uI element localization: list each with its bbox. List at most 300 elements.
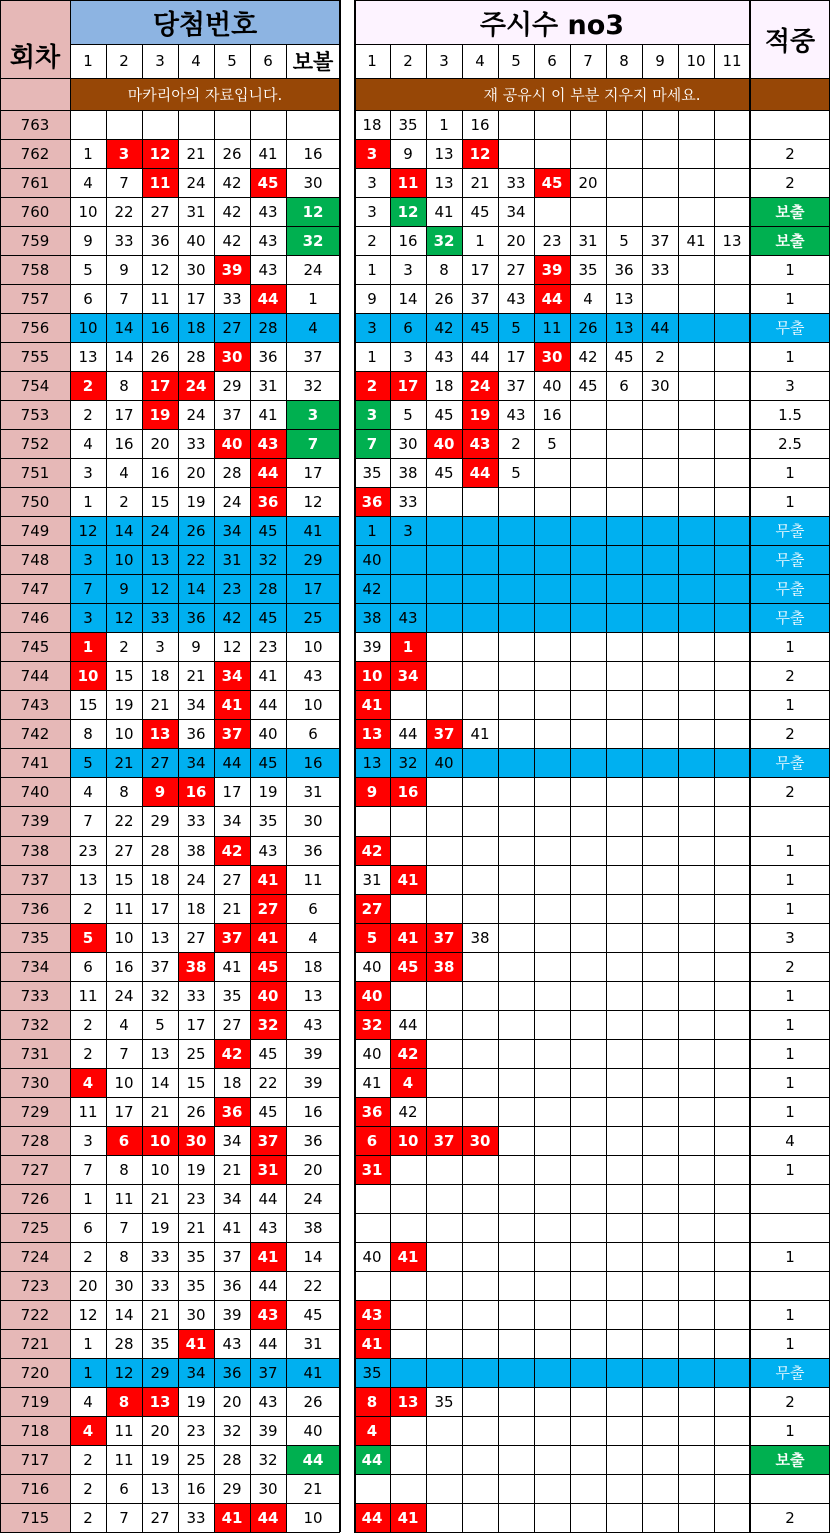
bonus-number-cell: 4	[286, 313, 340, 342]
main-number-cell	[606, 1329, 642, 1358]
round-cell: 723	[0, 1271, 70, 1300]
bonus-number-cell: 21	[303, 1479, 323, 1498]
main-number-cell: 32	[390, 748, 426, 777]
grid-line	[0, 1416, 340, 1417]
main-number-cell: 38	[426, 952, 462, 981]
main-number-cell	[426, 865, 462, 894]
winning-number-cell: 4	[83, 434, 93, 453]
main-number-cell	[678, 1097, 714, 1126]
winning-number-cell: 14	[114, 347, 134, 366]
main-number-cell: 5	[619, 231, 629, 250]
hit-count-cell: 2	[785, 173, 795, 192]
main-number-cell	[570, 719, 606, 748]
main-number-cell	[570, 1474, 606, 1503]
round-cell: 737	[0, 865, 70, 894]
main-number-cell: 11	[534, 313, 570, 342]
main-number-cell	[498, 865, 534, 894]
main-number-cell	[678, 516, 714, 545]
main-number-cell	[354, 1213, 390, 1242]
hit-count-cell: 1	[785, 1247, 795, 1266]
winning-number-cell: 25	[186, 1044, 206, 1063]
winning-number-cell: 20	[150, 1421, 170, 1440]
main-number-cell: 2	[367, 231, 377, 250]
main-number-cell	[462, 1242, 498, 1271]
winning-number-cell: 44	[258, 1334, 278, 1353]
main-number-cell	[678, 806, 714, 836]
winning-number-cell: 4	[119, 1015, 129, 1034]
main-number-cell	[390, 545, 426, 574]
main-number-cell: 35	[434, 1392, 454, 1411]
main-number-cell: 19	[462, 400, 498, 429]
bonus-number-cell	[286, 110, 340, 139]
main-number-cell	[570, 1271, 606, 1300]
grid-line	[0, 1155, 340, 1156]
main-number-cell: 33	[506, 173, 526, 192]
main-number-cell: 40	[362, 1044, 382, 1063]
bonus-number-cell: 6	[308, 899, 318, 918]
winning-number-cell: 44	[250, 1503, 286, 1532]
grid-line	[354, 139, 830, 140]
winning-number-cell: 3	[155, 637, 165, 656]
winning-number-cell: 43	[258, 260, 278, 279]
main-number-cell	[534, 1213, 570, 1242]
hit-count-cell: 2	[785, 1392, 795, 1411]
bonus-number-cell: 41	[286, 516, 340, 545]
grid-line	[0, 197, 340, 198]
main-number-cell: 40	[362, 957, 382, 976]
main-number-cell	[462, 836, 498, 865]
main-number-cell	[606, 1010, 642, 1039]
bonus-number-cell: 43	[303, 1015, 323, 1034]
main-number-cell	[678, 1416, 714, 1445]
grid-line	[0, 255, 340, 256]
round-cell: 717	[0, 1445, 70, 1474]
winning-number-cell: 22	[114, 202, 134, 221]
grid-line	[354, 1242, 830, 1243]
winning-number-cell: 20	[78, 1276, 98, 1295]
main-number-cell	[714, 516, 750, 545]
main-number-cell	[678, 894, 714, 923]
hit-count-cell: 1	[785, 1073, 795, 1092]
main-number-cell: 39	[362, 637, 382, 656]
main-number-cell	[678, 429, 714, 458]
main-number-cell	[390, 1155, 426, 1184]
main-number-cell: 30	[398, 434, 418, 453]
grid-line	[354, 110, 830, 111]
winning-number-cell: 36	[186, 724, 206, 743]
winning-number-cell: 19	[150, 1450, 170, 1469]
winning-number-cell: 11	[114, 1189, 134, 1208]
winning-number-cell	[106, 110, 142, 139]
hit-count-cell: 1	[785, 637, 795, 656]
round-cell: 718	[0, 1416, 70, 1445]
main-number-cell	[642, 777, 678, 806]
main-number-cell	[426, 1300, 462, 1329]
main-col-header: 3	[439, 52, 449, 70]
main-number-cell	[426, 1416, 462, 1445]
grid-line	[354, 574, 830, 575]
winning-number-cell: 8	[119, 376, 129, 395]
winning-number-cell: 9	[191, 637, 201, 656]
winning-number-cell: 44	[214, 748, 250, 777]
main-number-cell	[642, 1387, 678, 1416]
winning-number-cell: 16	[150, 463, 170, 482]
winning-number-cell: 10	[142, 1126, 178, 1155]
main-number-cell	[606, 748, 642, 777]
winning-number-cell: 31	[186, 202, 206, 221]
main-number-cell: 40	[362, 1247, 382, 1266]
main-number-cell: 44	[462, 458, 498, 487]
main-number-cell: 42	[390, 1039, 426, 1068]
main-number-cell	[570, 1329, 606, 1358]
main-number-cell: 13	[354, 719, 390, 748]
bonus-number-cell: 43	[303, 666, 323, 685]
grid-line	[354, 313, 830, 314]
main-number-cell	[570, 806, 606, 836]
hit-count-cell: 1	[785, 695, 795, 714]
main-number-cell	[426, 777, 462, 806]
main-number-cell	[390, 1474, 426, 1503]
winning-number-cell: 42	[214, 836, 250, 865]
main-number-cell: 3	[390, 516, 426, 545]
main-number-cell	[390, 806, 426, 836]
main-number-cell	[678, 632, 714, 661]
grid-line	[606, 110, 607, 1532]
main-number-cell	[426, 1329, 462, 1358]
main-number-cell	[714, 1184, 750, 1213]
bonus-number-cell: 26	[303, 1392, 323, 1411]
main-number-cell: 14	[398, 289, 418, 308]
main-number-cell	[714, 313, 750, 342]
main-number-cell: 13	[354, 748, 390, 777]
main-number-cell	[642, 865, 678, 894]
winning-number-cell: 3	[83, 1131, 93, 1150]
main-number-cell	[570, 1387, 606, 1416]
grid-line	[354, 0, 830, 1]
main-number-cell: 30	[650, 376, 670, 395]
main-number-cell: 18	[362, 115, 382, 134]
main-number-cell: 16	[398, 231, 418, 250]
main-number-cell: 33	[398, 492, 418, 511]
main-number-cell	[462, 1068, 498, 1097]
bonus-number-cell: 30	[303, 173, 323, 192]
winning-number-cell: 32	[250, 1010, 286, 1039]
main-number-cell: 43	[354, 1300, 390, 1329]
hit-count-cell: 2	[785, 144, 795, 163]
main-number-cell	[426, 1213, 462, 1242]
round-cell: 731	[0, 1039, 70, 1068]
grid-line	[214, 44, 215, 78]
grid-line	[354, 545, 830, 546]
main-col-header: 5	[511, 52, 521, 70]
grid-line	[0, 1213, 340, 1214]
winning-number-cell: 32	[150, 986, 170, 1005]
main-number-cell	[642, 487, 678, 516]
grid-line	[354, 719, 830, 720]
main-number-cell: 12	[390, 197, 426, 226]
round-cell: 757	[0, 284, 70, 313]
main-number-cell	[714, 865, 750, 894]
grid-line	[354, 1068, 830, 1069]
main-number-cell	[642, 719, 678, 748]
main-number-cell	[714, 806, 750, 836]
main-number-cell	[714, 1329, 750, 1358]
winning-number-cell: 21	[150, 695, 170, 714]
round-cell: 738	[0, 836, 70, 865]
main-number-cell	[570, 545, 606, 574]
main-number-cell	[426, 690, 462, 719]
main-number-cell	[714, 1445, 750, 1474]
main-number-cell	[570, 1242, 606, 1271]
winning-number-cell: 21	[106, 748, 142, 777]
winning-number-cell: 39	[214, 255, 250, 284]
main-number-cell	[390, 836, 426, 865]
winning-number-cell: 43	[258, 841, 278, 860]
bonus-number-cell: 4	[308, 928, 318, 947]
winning-number-cell: 6	[106, 1126, 142, 1155]
main-number-cell	[462, 690, 498, 719]
winning-number-cell: 28	[150, 841, 170, 860]
main-number-cell	[642, 139, 678, 168]
main-number-cell: 13	[434, 173, 454, 192]
winning-number-cell: 28	[222, 463, 242, 482]
bonus-col-header: 보볼	[292, 50, 334, 74]
winning-number-cell: 7	[119, 1218, 129, 1237]
winning-number-cell: 6	[83, 957, 93, 976]
main-number-cell	[498, 1010, 534, 1039]
winning-number-cell: 1	[70, 632, 106, 661]
main-number-cell: 41	[390, 1242, 426, 1271]
main-number-cell	[390, 1329, 426, 1358]
winning-number-cell: 12	[70, 516, 106, 545]
round-cell: 730	[0, 1068, 70, 1097]
winning-number-cell: 2	[119, 637, 129, 656]
main-number-cell	[606, 1039, 642, 1068]
main-number-cell	[714, 255, 750, 284]
grid-line	[749, 0, 751, 1532]
main-number-cell: 13	[606, 313, 642, 342]
round-cell: 734	[0, 952, 70, 981]
main-number-cell: 38	[398, 463, 418, 482]
main-number-cell	[570, 1010, 606, 1039]
main-number-cell: 9	[403, 144, 413, 163]
winning-number-cell: 33	[186, 1508, 206, 1527]
main-number-cell	[534, 545, 570, 574]
hit-count-cell: 1	[785, 1334, 795, 1353]
main-number-cell	[462, 516, 498, 545]
grid-line	[354, 1271, 830, 1272]
main-number-cell	[606, 574, 642, 603]
main-number-cell	[570, 952, 606, 981]
main-number-cell	[606, 400, 642, 429]
main-number-cell: 45	[434, 463, 454, 482]
main-number-cell: 3	[354, 139, 390, 168]
main-number-cell: 21	[470, 173, 490, 192]
grid-line	[354, 1155, 830, 1156]
grid-line	[354, 1445, 830, 1446]
main-number-cell	[606, 1126, 642, 1155]
bonus-number-cell: 24	[303, 1189, 323, 1208]
winning-number-cell: 41	[222, 957, 242, 976]
main-number-cell: 26	[570, 313, 606, 342]
main-number-cell	[534, 139, 570, 168]
winning-number-cell: 11	[114, 1450, 134, 1469]
grid-line	[426, 110, 427, 1532]
main-col-header: 11	[722, 52, 742, 70]
main-number-cell	[606, 777, 642, 806]
main-number-cell	[714, 1503, 750, 1532]
main-number-cell: 35	[362, 463, 382, 482]
main-number-cell	[678, 690, 714, 719]
winning-number-cell: 27	[250, 894, 286, 923]
round-cell: 755	[0, 342, 70, 371]
main-number-cell	[714, 371, 750, 400]
main-number-cell	[642, 1242, 678, 1271]
main-number-cell	[642, 952, 678, 981]
main-number-cell	[534, 1039, 570, 1068]
main-number-cell	[462, 865, 498, 894]
winning-number-cell: 44	[258, 1276, 278, 1295]
grid-line	[0, 545, 340, 546]
winning-number-cell: 33	[150, 1276, 170, 1295]
hit-count-cell: 1	[785, 899, 795, 918]
grid-line	[0, 0, 340, 1]
round-cell: 736	[0, 894, 70, 923]
hit-count-cell: 2	[785, 957, 795, 976]
winning-number-cell: 13	[150, 1044, 170, 1063]
grid-line	[390, 44, 391, 78]
winning-number-cell: 28	[250, 313, 286, 342]
winning-number-cell: 3	[83, 463, 93, 482]
winning-number-cell: 13	[142, 545, 178, 574]
winning-number-cell: 17	[186, 289, 206, 308]
winning-number-cell: 21	[222, 899, 242, 918]
winning-number-cell: 11	[150, 289, 170, 308]
main-number-cell: 32	[426, 226, 462, 255]
winning-number-cell: 35	[186, 1276, 206, 1295]
main-number-cell	[462, 1213, 498, 1242]
main-number-cell	[534, 981, 570, 1010]
winning-number-cell: 12	[150, 260, 170, 279]
winning-number-cell: 27	[222, 870, 242, 889]
main-number-cell	[462, 1416, 498, 1445]
winning-number-cell: 33	[186, 812, 206, 830]
main-number-cell	[570, 516, 606, 545]
round-cell: 745	[0, 632, 70, 661]
winning-number-cell	[142, 110, 178, 139]
round-cell: 742	[0, 719, 70, 748]
main-number-cell: 5	[547, 434, 557, 453]
grid-line	[354, 1039, 830, 1040]
round-cell: 746	[0, 603, 70, 632]
grid-line	[570, 110, 571, 1532]
main-number-cell	[642, 632, 678, 661]
main-number-cell	[426, 981, 462, 1010]
main-number-cell	[642, 1097, 678, 1126]
winning-number-cell: 27	[214, 313, 250, 342]
grid-line	[0, 78, 340, 79]
bonus-number-cell: 25	[286, 603, 340, 632]
main-number-cell	[714, 661, 750, 690]
grid-line	[354, 458, 830, 459]
main-number-cell	[426, 1155, 462, 1184]
grid-line	[0, 226, 340, 227]
winning-number-cell: 37	[150, 957, 170, 976]
winning-number-cell: 21	[222, 1160, 242, 1179]
winning-number-cell: 42	[214, 1039, 250, 1068]
main-number-cell	[678, 1010, 714, 1039]
main-number-cell	[534, 777, 570, 806]
main-number-cell	[714, 458, 750, 487]
grid-line	[142, 44, 143, 78]
grid-line	[498, 44, 499, 78]
main-number-cell	[426, 1039, 462, 1068]
winning-number-cell: 40	[258, 724, 278, 743]
winning-number-cell: 45	[250, 603, 286, 632]
winning-number-cell: 4	[83, 173, 93, 192]
main-number-cell	[570, 1503, 606, 1532]
winning-number-cell: 10	[70, 661, 106, 690]
main-number-cell	[426, 1068, 462, 1097]
winning-number-cell: 2	[119, 492, 129, 511]
main-number-cell: 9	[354, 777, 390, 806]
winning-number-cell: 33	[186, 434, 206, 453]
main-number-cell: 37	[506, 376, 526, 395]
main-number-cell	[714, 952, 750, 981]
main-number-cell	[678, 139, 714, 168]
main-number-cell: 36	[614, 260, 634, 279]
main-number-cell	[678, 1271, 714, 1300]
winning-number-cell: 15	[150, 492, 170, 511]
main-number-cell	[426, 661, 462, 690]
winning-number-cell: 30	[186, 1305, 206, 1324]
winning-number-cell: 36	[178, 603, 214, 632]
winning-number-cell: 15	[114, 870, 134, 889]
winning-number-cell: 41	[250, 1242, 286, 1271]
main-number-cell: 40	[354, 545, 390, 574]
main-number-cell	[606, 1242, 642, 1271]
winning-number-cell: 19	[186, 1392, 206, 1411]
grid-line	[426, 44, 427, 78]
winning-number-cell: 31	[258, 376, 278, 395]
grid-line	[354, 777, 830, 778]
grid-line	[0, 1503, 340, 1504]
main-number-cell	[642, 1010, 678, 1039]
main-number-cell: 45	[434, 405, 454, 424]
main-number-cell: 33	[650, 260, 670, 279]
main-number-cell	[606, 952, 642, 981]
winning-number-cell: 13	[150, 928, 170, 947]
grid-line	[354, 1503, 830, 1504]
winning-number-cell: 17	[142, 371, 178, 400]
winning-number-cell: 35	[222, 986, 242, 1005]
main-number-cell	[534, 1068, 570, 1097]
main-number-cell	[498, 1329, 534, 1358]
main-number-cell: 16	[542, 405, 562, 424]
main-number-cell: 40	[542, 376, 562, 395]
main-number-cell: 8	[354, 1387, 390, 1416]
grid-line	[354, 1010, 830, 1011]
round-cell: 751	[0, 458, 70, 487]
grid-line	[354, 1213, 830, 1214]
winning-number-cell: 37	[222, 405, 242, 424]
main-number-cell	[678, 1358, 714, 1387]
main-number-cell	[498, 1039, 534, 1068]
winning-number-cell: 33	[142, 603, 178, 632]
winning-number-cell: 29	[222, 376, 242, 395]
main-number-cell	[534, 952, 570, 981]
main-number-cell	[642, 197, 678, 226]
